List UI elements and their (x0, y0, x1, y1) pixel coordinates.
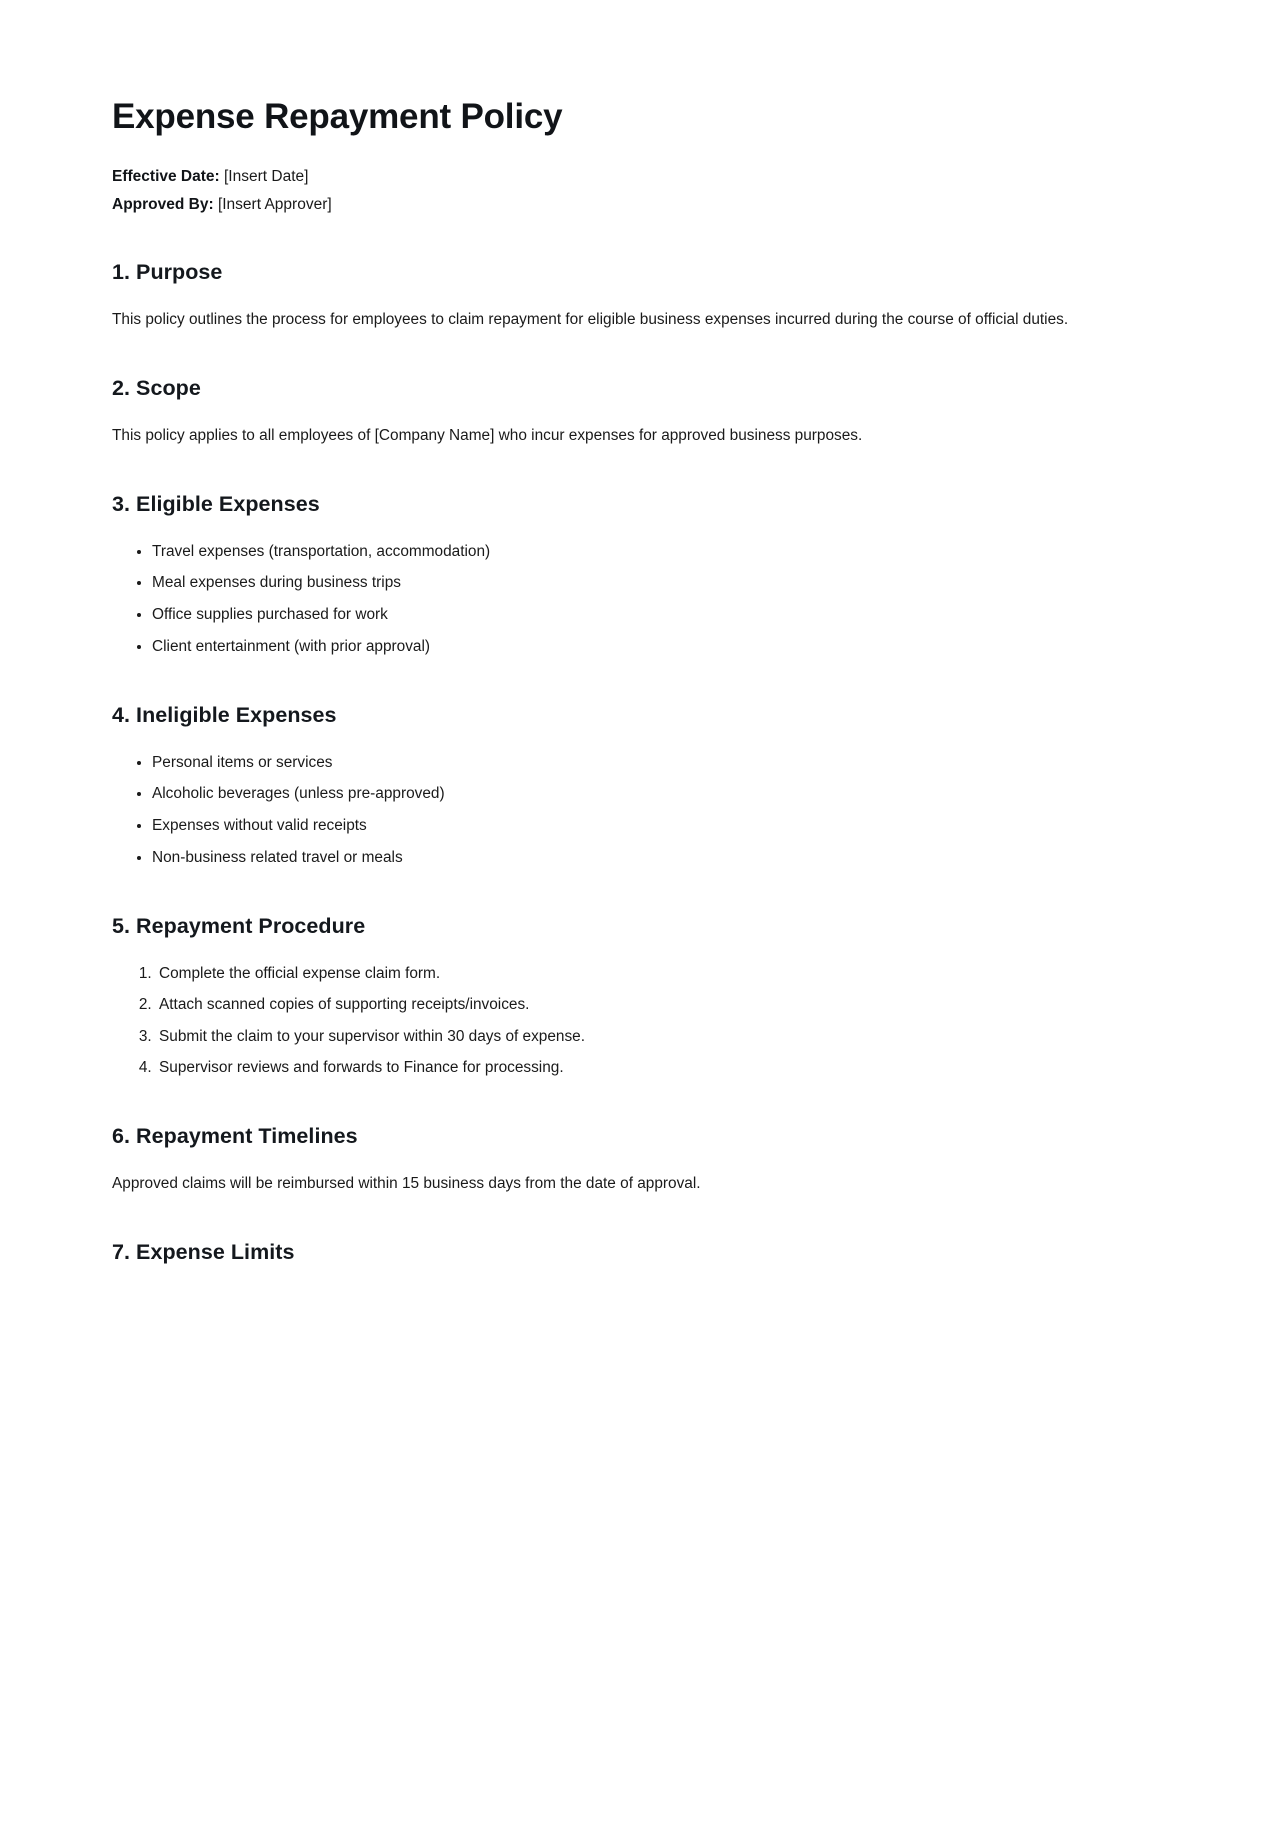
section-repayment-timelines (112, 1123, 1153, 1195)
list-item: • Alcoholic beverages (unless pre-approved) (152, 782, 1153, 805)
list-item: • Travel expenses (transportation, accommodation) (152, 540, 1153, 563)
section-repayment-procedure (112, 913, 1153, 1080)
section-heading-repayment-procedure: 5. Repayment Procedure (112, 913, 366, 938)
section-heading-expense-limits: 7. Expense Limits (112, 1240, 295, 1265)
section-heading-purpose: 1. Purpose (112, 260, 223, 285)
section-paragraph-repayment-timelines: Approved claims will be reimbursed within 15 business days from the date of approval. (112, 1175, 701, 1193)
metadata-effective-date-value: [Insert Date] (224, 168, 309, 185)
section-ineligible-expenses (112, 702, 1153, 869)
section-heading-eligible-expenses: 3. Eligible Expenses (112, 492, 320, 516)
list-item: • Personal items or services (152, 751, 1153, 774)
section-scope (112, 375, 1153, 447)
metadata-approved-by-label: Approved By: (112, 196, 214, 214)
metadata-effective-date-label: Effective Date: (112, 168, 220, 185)
section-heading-ineligible-expenses: 4. Ineligible Expenses (112, 702, 337, 727)
ineligible-expenses-list (112, 751, 1153, 869)
list-item: • Meal expenses during business trips (152, 571, 1153, 594)
eligible-expenses-list (112, 540, 1153, 658)
metadata-approved-by (112, 193, 1153, 217)
list-item: • Office supplies purchased for work (152, 603, 1153, 626)
document-metadata (112, 165, 1153, 217)
list-item: 2. Attach scanned copies of supporting receipts/invoices. (156, 993, 1153, 1016)
list-item: 3. Submit the claim to your supervisor within 30 days of expense. (156, 1025, 1153, 1048)
section-expense-limits (112, 1239, 1153, 1266)
section-paragraph-purpose: This policy outlines the process for employees to claim repayment for eligible business expenses incurred during the course of official duties. (112, 310, 1069, 328)
section-heading-repayment-timelines: 6. Repayment Timelines (112, 1124, 358, 1149)
section-paragraph-scope: This policy applies to all employees of [Company Name] who incur expenses for approved business purposes. (112, 426, 863, 444)
section-purpose (112, 259, 1153, 331)
section-eligible-expenses (112, 491, 1153, 658)
section-heading-scope: 2. Scope (112, 376, 201, 401)
repayment-procedure-list (112, 962, 1153, 1080)
list-item: 4. Supervisor reviews and forwards to Finance for processing. (156, 1056, 1153, 1079)
list-item: • Expenses without valid receipts (152, 814, 1153, 837)
list-item: • Non-business related travel or meals (152, 846, 1153, 869)
list-item: • Client entertainment (with prior approval) (152, 635, 1153, 658)
page-title: Expense Repayment Policy (112, 97, 563, 136)
metadata-approved-by-value: [Insert Approver] (217, 196, 332, 214)
metadata-effective-date (112, 165, 1153, 189)
list-item: 1. Complete the official expense claim form. (156, 962, 1153, 985)
